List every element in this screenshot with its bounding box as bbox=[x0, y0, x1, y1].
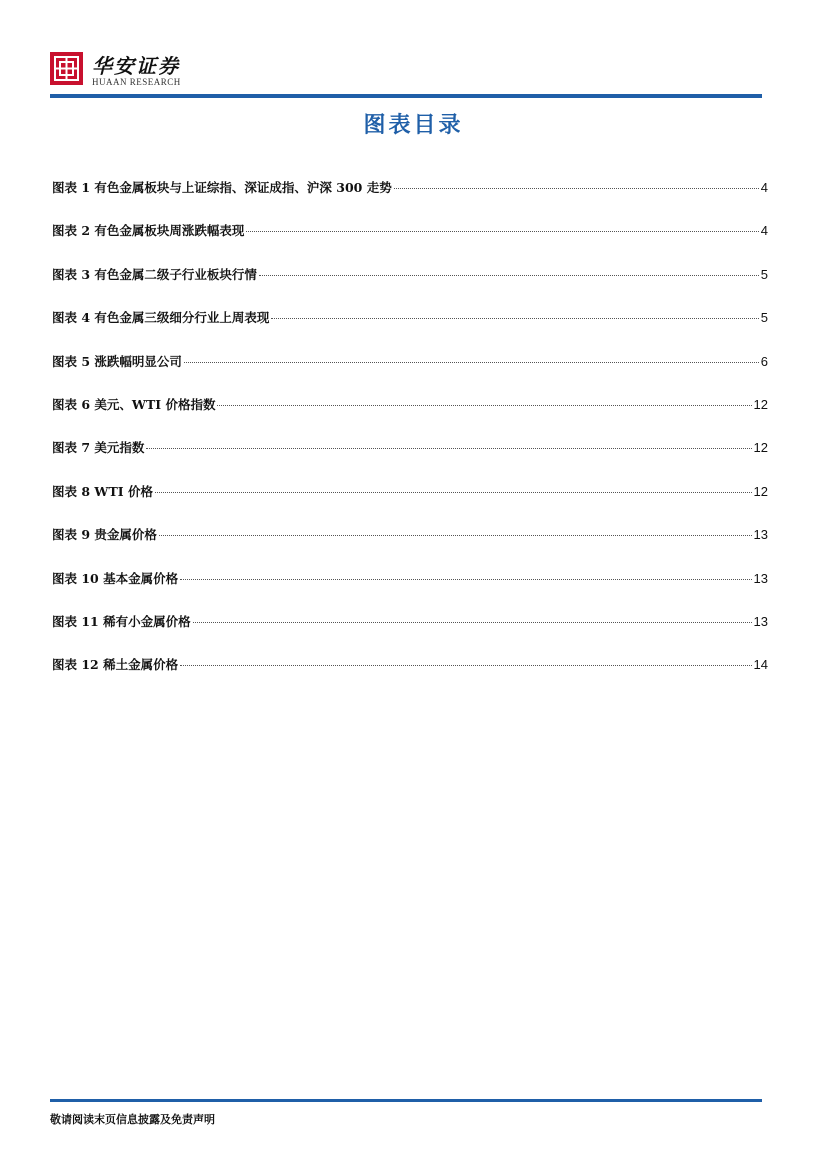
toc-leader-dots bbox=[217, 405, 751, 406]
toc-entry-label[interactable]: 图表 11 稀有小金属价格 bbox=[52, 613, 191, 629]
table-of-figures bbox=[52, 178, 768, 699]
toc-entry[interactable] bbox=[52, 308, 768, 351]
toc-entry-label[interactable]: 图表 6 美元、WTI 价格指数 bbox=[52, 396, 216, 412]
toc-entry[interactable] bbox=[52, 352, 768, 395]
toc-entry-page[interactable]: 6 bbox=[760, 353, 768, 369]
toc-leader-dots bbox=[159, 535, 752, 536]
toc-leader-dots bbox=[184, 362, 759, 363]
toc-entry-page[interactable]: 12 bbox=[753, 440, 768, 456]
toc-leader-dots bbox=[155, 492, 752, 493]
toc-leader-dots bbox=[146, 448, 751, 449]
toc-leader-dots bbox=[180, 665, 751, 666]
toc-entry-page[interactable]: 14 bbox=[753, 657, 768, 673]
toc-leader-dots bbox=[180, 579, 751, 580]
toc-entry-page[interactable]: 4 bbox=[760, 180, 768, 195]
toc-entry[interactable] bbox=[52, 178, 768, 221]
toc-leader-dots bbox=[259, 275, 759, 276]
footer-divider bbox=[50, 1099, 762, 1102]
brand-name-en: HUAAN RESEARCH bbox=[92, 77, 181, 87]
toc-entry-page[interactable]: 4 bbox=[760, 223, 768, 239]
toc-leader-dots bbox=[394, 188, 759, 189]
toc-entry[interactable] bbox=[52, 569, 768, 612]
toc-entry[interactable] bbox=[52, 655, 768, 698]
toc-entry-label[interactable]: 图表 9 贵金属价格 bbox=[52, 527, 157, 543]
toc-entry-label[interactable]: 图表 7 美元指数 bbox=[52, 440, 145, 456]
toc-entry-page[interactable]: 13 bbox=[753, 613, 768, 629]
toc-leader-dots bbox=[246, 231, 758, 232]
toc-entry-page[interactable]: 12 bbox=[753, 483, 768, 499]
toc-leader-dots bbox=[193, 622, 752, 623]
brand-name-cn: 华安证券 bbox=[92, 54, 180, 78]
toc-entry[interactable] bbox=[52, 612, 768, 655]
toc-entry-label[interactable]: 图表 4 有色金属三级细分行业上周表现 bbox=[52, 310, 270, 326]
page-header bbox=[50, 50, 762, 100]
toc-entry[interactable] bbox=[52, 482, 768, 525]
page-title: 图表目录 bbox=[363, 113, 464, 138]
toc-entry[interactable] bbox=[52, 395, 768, 438]
toc-leader-dots bbox=[271, 318, 758, 319]
toc-entry[interactable] bbox=[52, 221, 768, 264]
toc-entry-label[interactable]: 图表 10 基本金属价格 bbox=[52, 570, 179, 586]
toc-entry-page[interactable]: 13 bbox=[753, 570, 768, 586]
footer-disclaimer: 敬请阅读末页信息披露及免责声明 bbox=[50, 1113, 215, 1126]
toc-entry-label[interactable]: 图表 1 有色金属板块与上证综指、深证成指、沪深 300 走势 bbox=[52, 180, 392, 195]
toc-entry-label[interactable]: 图表 3 有色金属二级子行业板块行情 bbox=[52, 266, 257, 282]
toc-entry-page[interactable]: 5 bbox=[760, 266, 768, 282]
toc-entry-page[interactable]: 13 bbox=[753, 527, 768, 543]
toc-entry[interactable] bbox=[52, 438, 768, 481]
toc-entry-label[interactable]: 图表 2 有色金属板块周涨跌幅表现 bbox=[52, 223, 245, 239]
toc-entry-label[interactable]: 图表 5 涨跌幅明显公司 bbox=[52, 353, 182, 369]
toc-entry-label[interactable]: 图表 12 稀土金属价格 bbox=[52, 657, 179, 673]
toc-entry-page[interactable]: 12 bbox=[753, 396, 768, 412]
header-divider bbox=[50, 94, 762, 98]
huaan-logo-icon bbox=[50, 52, 83, 85]
toc-entry[interactable] bbox=[52, 265, 768, 308]
toc-entry[interactable] bbox=[52, 525, 768, 568]
toc-entry-page[interactable]: 5 bbox=[760, 310, 768, 326]
toc-entry-label[interactable]: 图表 8 WTI 价格 bbox=[52, 483, 153, 499]
